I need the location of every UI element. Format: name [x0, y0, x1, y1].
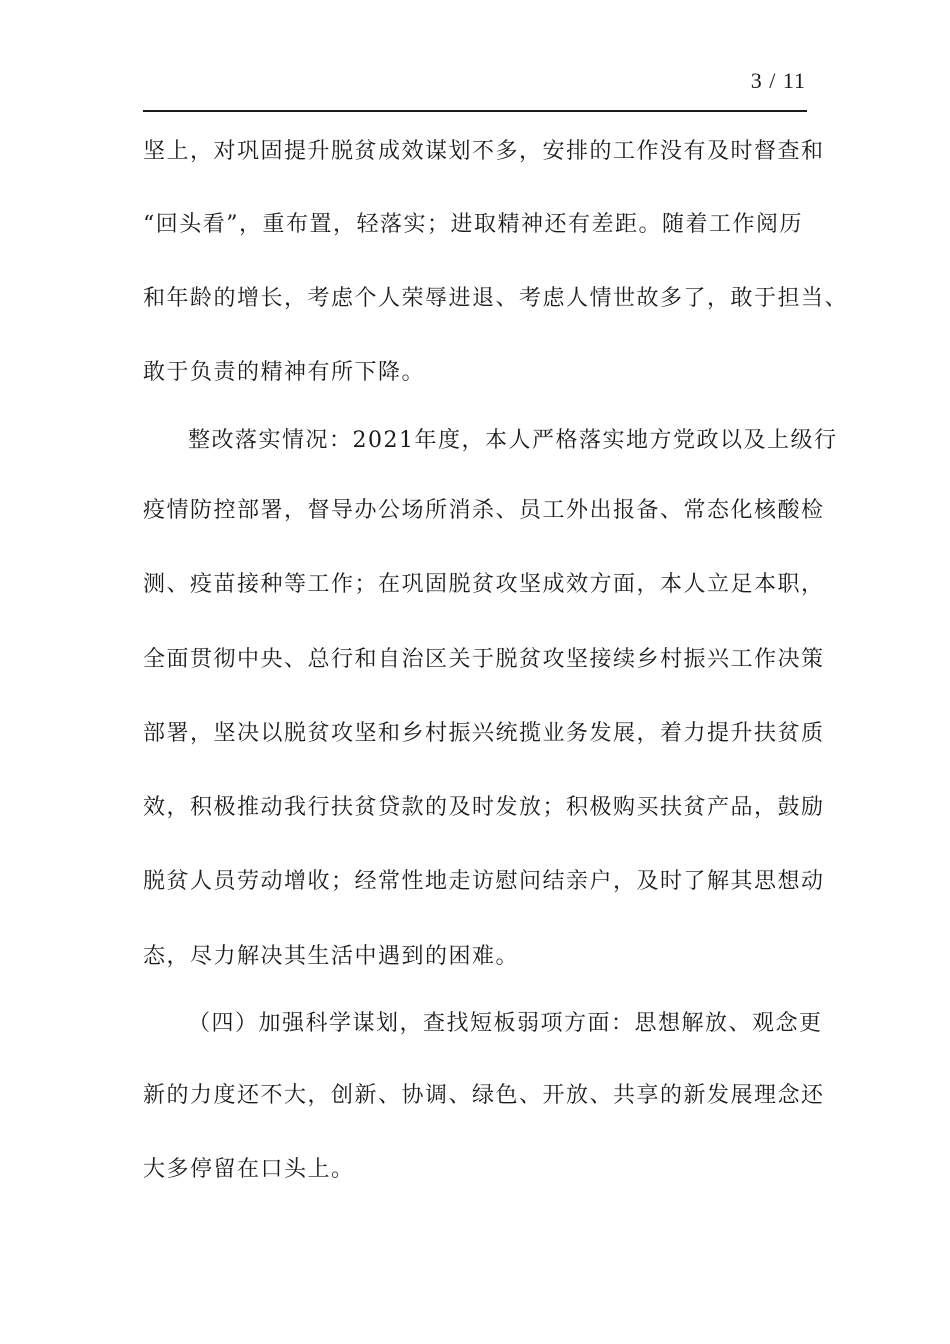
page-number: 3 / 11	[750, 68, 806, 93]
header-rule	[143, 110, 807, 112]
text-line: 敢于负责的精神有所下降。	[143, 360, 426, 385]
text-line: 测、疫苗接种等工作；在巩固脱贫攻坚成效方面，本人立足本职，	[143, 572, 825, 597]
text-line: 全面贯彻中央、总行和自治区关于脱贫攻坚接续乡村振兴工作决策	[143, 647, 825, 672]
text-line: “回头看”，重布置，轻落实；进取精神还有差距。随着工作阅历	[143, 212, 803, 237]
text-line: 脱贫人员劳动增收；经常性地走访慰问结亲户，及时了解其思想动	[143, 869, 825, 894]
text-line: 大多停留在口头上。	[143, 1157, 355, 1182]
paragraph-first-line: 整改落实情况：2021年度，本人严格落实地方党政以及上级行	[188, 428, 838, 453]
text-line: 部署，坚决以脱贫攻坚和乡村振兴统揽业务发展，着力提升扶贫质	[143, 721, 825, 746]
text-line: 新的力度还不大，创新、协调、绿色、开放、共享的新发展理念还	[143, 1083, 825, 1108]
text-line: 疫情防控部署，督导办公场所消杀、员工外出报备、常态化核酸检	[143, 498, 825, 523]
text-line: 和年龄的增长，考虑个人荣辱进退、考虑人情世故多了，敢于担当、	[143, 286, 849, 311]
paragraph-first-line: （四）加强科学谋划，查找短板弱项方面：思想解放、观念更	[188, 1011, 823, 1036]
text-line: 效，积极推动我行扶贫贷款的及时发放；积极购买扶贫产品，鼓励	[143, 795, 825, 820]
text-line: 态，尽力解决其生活中遇到的困难。	[143, 944, 520, 969]
text-line: 坚上，对巩固提升脱贫成效谋划不多，安排的工作没有及时督查和	[143, 139, 825, 164]
